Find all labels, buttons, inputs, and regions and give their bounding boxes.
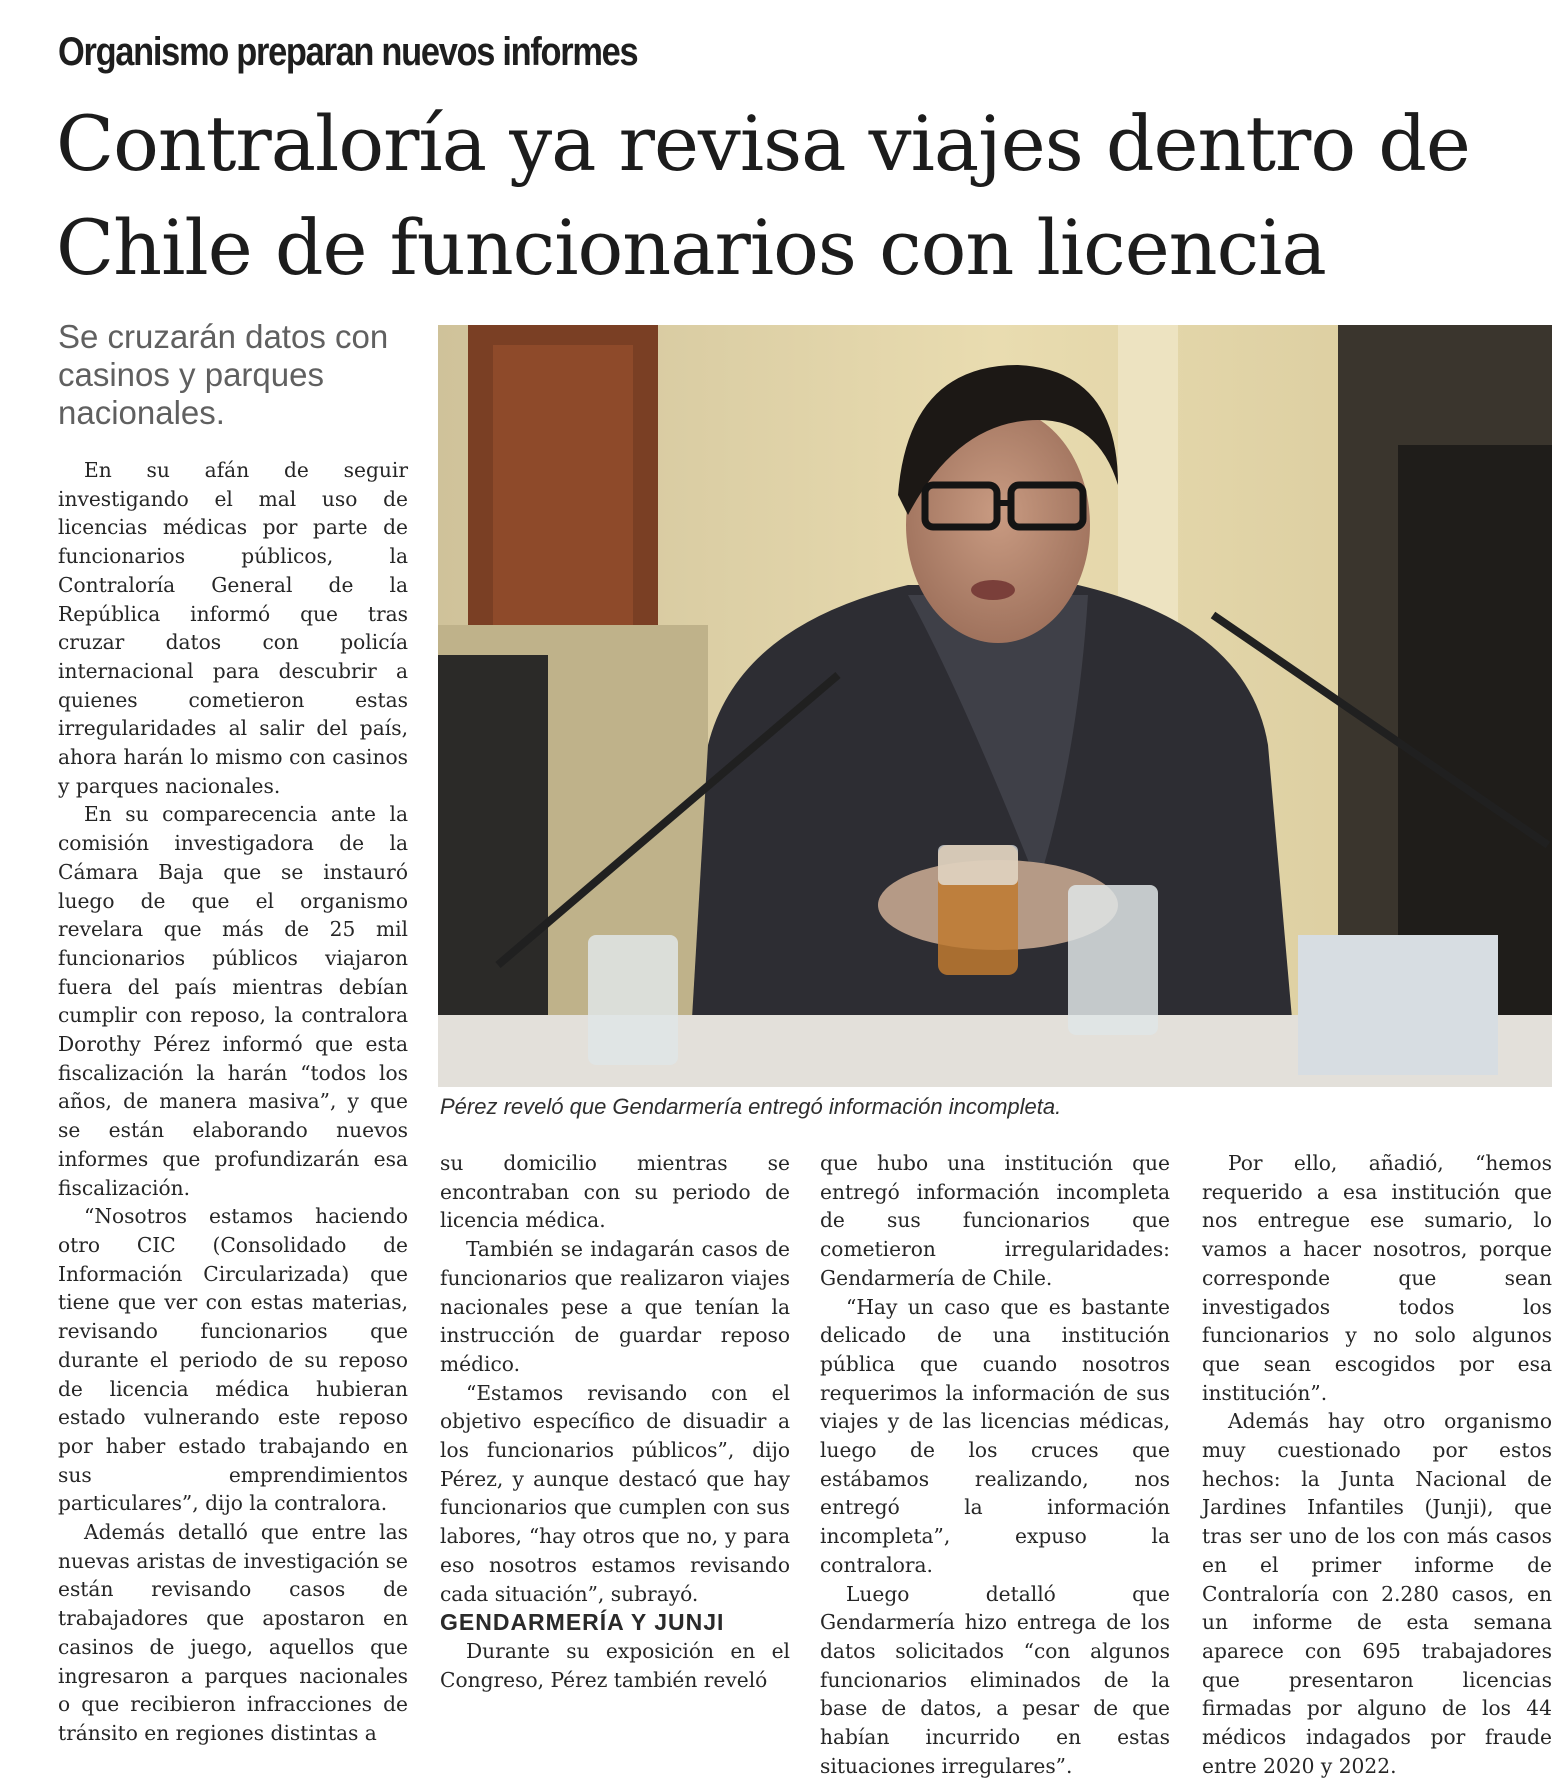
article-column-1 [58, 456, 408, 1746]
article-column-2 [440, 1149, 790, 1746]
paragraph: Luego detalló que Gendarmería hizo entrega de los datos solicitados “con algunos funcionarios eliminados de la base de datos, a pesar de que habían incurrido en estas situaciones irregulares”. [820, 1581, 1170, 1778]
article-deck: Se cruzarán datos con casinos y parques nacionales. [58, 318, 389, 431]
paragraph: También se indagarán casos de funcionarios que realizaron viajes nacionales pese a que tenían la instrucción de guardar reposo médico. [440, 1237, 790, 1376]
paragraph: Además hay otro organismo muy cuestionado por estos hechos: la Junta Nacional de Jardines Infantiles (Junji), que tras ser uno de los con más casos en el primer informe de Contraloría con 2.280 casos, en un informe de esta semana aparece con 695 trabajadores que presentaron licencias firmadas por alguno de los 44 médicos indagados por fraude entre 2020 y 2022. [1202, 1409, 1552, 1778]
photo-caption: Pérez reveló que Gendarmería entregó información incompleta. [440, 1094, 1062, 1119]
headline-line-2: Chile de funcionarios con licencia [56, 203, 1326, 292]
article-kicker: Organismo preparan nuevos informes [58, 30, 638, 74]
paragraph: Durante su exposición en el Congreso, Pérez también reveló [440, 1638, 790, 1692]
paragraph: “Nosotros estamos haciendo otro CIC (Consolidado de Información Circularizada) que tiene que ver con estas materias, revisando funcionarios que durante el periodo de su reposo de licencia médica hubieran estado vulnerando este reposo por haber estado trabajando en sus emprendimientos particulares”, dijo la contralora. [58, 1204, 408, 1516]
article-photo [438, 325, 1552, 1087]
paragraph: Por ello, añadió, “hemos requerido a esa institución que nos entregue ese sumario, lo vamos a hacer nosotros, porque corresponde que sean investigados todos los funcionarios y no solo algunos que sean escogidos por esa institución”. [1202, 1151, 1552, 1405]
paragraph-continued: su domicilio mientras se encontraban con su periodo de licencia médica. [440, 1151, 790, 1233]
paragraph: En su afán de seguir investigando el mal uso de licencias médicas por parte de funcionarios públicos, la Contraloría General de la República informó que tras cruzar datos con policía internacional para descubrir a quienes cometieron estas irregularidades al salir del país, ahora harán lo mismo con casinos y parques nacionales. [58, 458, 408, 798]
paragraph: “Hay un caso que es bastante delicado de una institución pública que cuando nosotros requerimos la información de sus viajes y de las licencias médicas, luego de los cruces que estábamos realizando, nos entregó la información incompleta”, expuso la contralora. [820, 1294, 1170, 1577]
paragraph-continued: que hubo una institución que entregó información incompleta de sus funcionarios que cometieron irregularidades: Gendarmería de Chile. [820, 1151, 1170, 1290]
article-column-3 [820, 1149, 1170, 1778]
paragraph: Además detalló que entre las nuevas aristas de investigación se están revisando casos de trabajadores que apostaron en casinos de juego, aquellos que ingresaron a parques nacionales o que recibieron infracciones de tránsito en regiones distintas a [58, 1520, 408, 1745]
article-headline [56, 92, 1516, 300]
section-subhead: GENDARMERÍA Y JUNJI [440, 1609, 725, 1636]
paragraph: “Estamos revisando con el objetivo específico de disuadir a los funcionarios públicos”, dijo Pérez, y aunque destacó que hay funcionarios que cumplen con sus labores, “hay otros que no, y para eso nosotros estamos revisando cada situación”, subrayó. [440, 1380, 790, 1606]
paragraph: En su comparecencia ante la comisión investigadora de la Cámara Baja que se instauró luego de que el organismo revelara que más de 25 mil funcionarios públicos viajaron fuera del país mientras debían cumplir con reposo, la contralora Dorothy Pérez informó que esta fiscalización la harán “todos los años, de manera masiva”, y que se están elaborando nuevos informes que profundizarán esa fiscalización. [58, 802, 408, 1200]
headline-line-1: Contraloría ya revisa viajes dentro de [56, 99, 1470, 188]
article-column-4 [1202, 1149, 1552, 1778]
photo-contralora-at-microphone-icon [438, 325, 1552, 1087]
